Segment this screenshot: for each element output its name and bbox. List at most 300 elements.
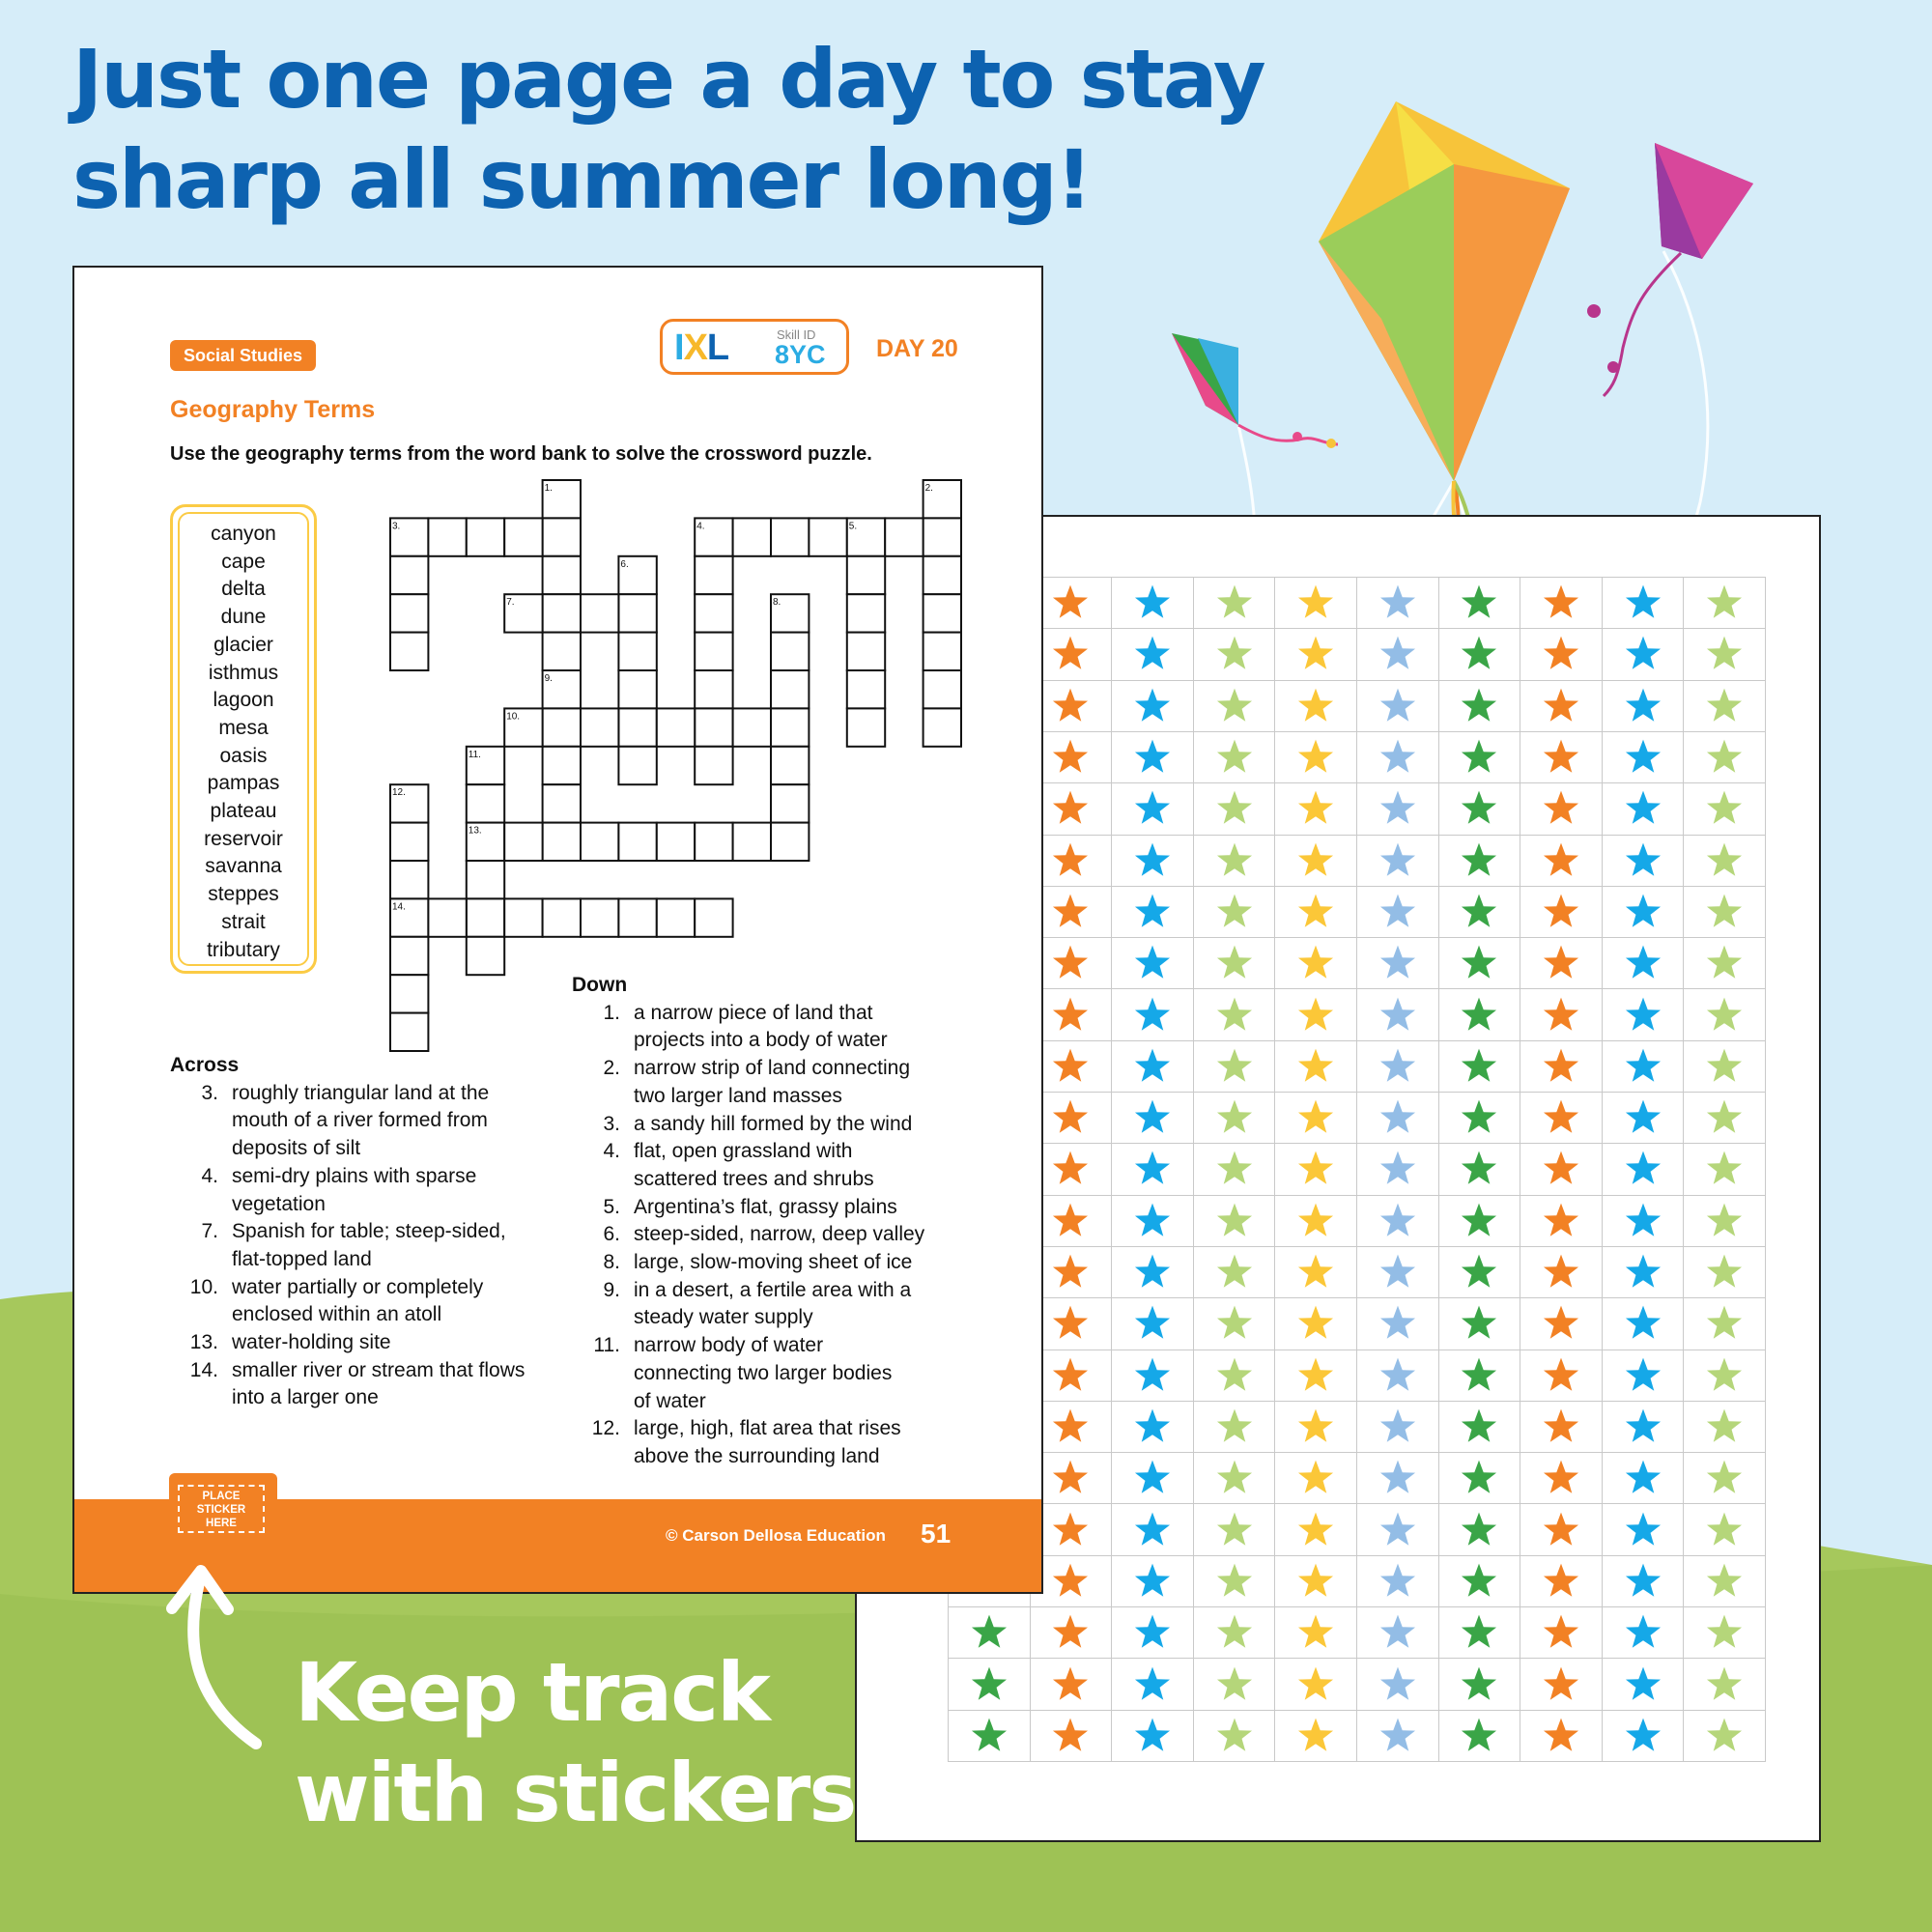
sticker-cell[interactable] bbox=[1357, 836, 1439, 887]
crossword-cell[interactable] bbox=[504, 823, 542, 861]
crossword-cell[interactable] bbox=[618, 747, 656, 784]
crossword-cell[interactable] bbox=[695, 556, 732, 594]
crossword-cell[interactable] bbox=[809, 518, 846, 555]
sticker-cell[interactable] bbox=[1520, 887, 1603, 938]
sticker-cell[interactable] bbox=[1357, 887, 1439, 938]
crossword-cell[interactable] bbox=[428, 898, 466, 936]
crossword-cell[interactable] bbox=[923, 556, 961, 594]
star-sticker-icon bbox=[1051, 1511, 1090, 1549]
sticker-cell[interactable] bbox=[1112, 1298, 1194, 1350]
sticker-cell[interactable] bbox=[1194, 1247, 1276, 1298]
crossword-cell[interactable] bbox=[885, 518, 923, 555]
sticker-cell[interactable] bbox=[1603, 1607, 1685, 1659]
sticker-cell[interactable] bbox=[1194, 783, 1276, 835]
clue-line: above the surrounding land bbox=[634, 1444, 880, 1467]
crossword-cell[interactable] bbox=[618, 633, 656, 670]
star-sticker-icon bbox=[1624, 1356, 1662, 1395]
sticker-cell[interactable] bbox=[1357, 1093, 1439, 1144]
sticker-cell[interactable] bbox=[1684, 1196, 1766, 1247]
crossword-cell[interactable] bbox=[847, 633, 885, 670]
crossword-cell[interactable] bbox=[467, 861, 504, 898]
star-sticker-icon bbox=[1460, 841, 1498, 880]
sticker-cell[interactable] bbox=[1684, 578, 1766, 629]
crossword-cell[interactable] bbox=[695, 708, 732, 746]
star-sticker-icon bbox=[1624, 1717, 1662, 1755]
sticker-cell[interactable] bbox=[1603, 1093, 1685, 1144]
sticker-cell[interactable] bbox=[1603, 1144, 1685, 1195]
sticker-cell[interactable] bbox=[1112, 732, 1194, 783]
sticker-cell[interactable] bbox=[1684, 1711, 1766, 1762]
sticker-cell[interactable] bbox=[1275, 1556, 1357, 1607]
sticker-cell[interactable] bbox=[1275, 1144, 1357, 1195]
sticker-cell[interactable] bbox=[1194, 1504, 1276, 1555]
sticker-cell[interactable] bbox=[1684, 1556, 1766, 1607]
crossword-cell[interactable] bbox=[467, 518, 504, 555]
sticker-cell[interactable] bbox=[1112, 1711, 1194, 1762]
star-sticker-icon bbox=[1460, 1202, 1498, 1240]
sticker-cell[interactable] bbox=[1520, 1402, 1603, 1453]
sticker-cell[interactable] bbox=[1031, 1711, 1113, 1762]
sticker-cell[interactable] bbox=[1520, 1298, 1603, 1350]
star-sticker-icon bbox=[1215, 996, 1254, 1035]
sticker-cell[interactable] bbox=[1684, 836, 1766, 887]
clue-line: Spanish for table; steep-sided, bbox=[232, 1220, 506, 1243]
sticker-cell[interactable] bbox=[1357, 578, 1439, 629]
star-sticker-icon bbox=[1215, 1047, 1254, 1086]
star-sticker-icon bbox=[1542, 1665, 1580, 1704]
sticker-cell[interactable] bbox=[1603, 1402, 1685, 1453]
sticker-cell[interactable] bbox=[1275, 732, 1357, 783]
sticker-cell[interactable] bbox=[1439, 887, 1521, 938]
crossword-cell[interactable] bbox=[923, 670, 961, 708]
sticker-cell[interactable] bbox=[1520, 1556, 1603, 1607]
star-sticker-icon bbox=[1051, 1098, 1090, 1137]
crossword-cell[interactable] bbox=[390, 633, 428, 670]
sticker-cell[interactable] bbox=[1275, 1607, 1357, 1659]
sticker-cell[interactable] bbox=[1112, 938, 1194, 989]
sticker-cell[interactable] bbox=[1112, 1607, 1194, 1659]
sticker-cell[interactable] bbox=[1112, 1041, 1194, 1093]
crossword-cell[interactable] bbox=[467, 784, 504, 822]
crossword-cell[interactable] bbox=[771, 823, 809, 861]
sticker-cell[interactable] bbox=[1357, 1196, 1439, 1247]
sticker-cell[interactable] bbox=[1603, 1350, 1685, 1402]
sticker-cell[interactable] bbox=[1275, 1196, 1357, 1247]
sticker-cell[interactable] bbox=[1684, 1453, 1766, 1504]
sticker-cell[interactable] bbox=[1275, 1093, 1357, 1144]
crossword-cell[interactable] bbox=[467, 937, 504, 975]
star-sticker-icon bbox=[1296, 944, 1335, 982]
sticker-cell[interactable] bbox=[1603, 1247, 1685, 1298]
clue-line: of water bbox=[634, 1389, 706, 1412]
sticker-placeholder[interactable]: PLACE STICKER HERE bbox=[178, 1485, 265, 1533]
sticker-cell[interactable] bbox=[1439, 629, 1521, 680]
crossword-cell[interactable] bbox=[467, 898, 504, 936]
sticker-cell[interactable] bbox=[1194, 1196, 1276, 1247]
crossword-cell[interactable] bbox=[543, 633, 581, 670]
sticker-cell[interactable] bbox=[1194, 938, 1276, 989]
sticker-cell[interactable] bbox=[1112, 1659, 1194, 1710]
star-sticker-icon bbox=[1705, 738, 1744, 777]
sticker-cell[interactable] bbox=[1275, 629, 1357, 680]
crossword-cell[interactable] bbox=[543, 747, 581, 784]
sticker-cell[interactable] bbox=[1520, 732, 1603, 783]
tagline-line-1: Keep track bbox=[295, 1645, 769, 1740]
star-sticker-icon bbox=[1542, 944, 1580, 982]
star-sticker-icon bbox=[1460, 1098, 1498, 1137]
sticker-cell[interactable] bbox=[1684, 732, 1766, 783]
crossword-cell[interactable] bbox=[581, 708, 618, 746]
sticker-cell[interactable] bbox=[1439, 1659, 1521, 1710]
sticker-cell[interactable] bbox=[1194, 1711, 1276, 1762]
star-sticker-icon bbox=[1133, 1613, 1172, 1652]
sticker-cell[interactable] bbox=[1439, 1144, 1521, 1195]
sticker-cell[interactable] bbox=[1357, 1659, 1439, 1710]
sticker-cell[interactable] bbox=[1684, 629, 1766, 680]
crossword-cell[interactable] bbox=[847, 594, 885, 632]
headline-line-2: sharp all summer long! bbox=[72, 132, 1092, 227]
sticker-cell[interactable] bbox=[1194, 989, 1276, 1040]
sticker-cell[interactable] bbox=[1194, 1350, 1276, 1402]
crossword-cell[interactable] bbox=[657, 823, 695, 861]
sticker-cell[interactable] bbox=[1520, 1453, 1603, 1504]
crossword-cell[interactable] bbox=[695, 670, 732, 708]
sticker-cell[interactable] bbox=[1275, 1298, 1357, 1350]
sticker-cell[interactable] bbox=[1603, 1453, 1685, 1504]
down-clue bbox=[572, 1249, 924, 1277]
sticker-cell[interactable] bbox=[949, 1607, 1031, 1659]
sticker-cell[interactable] bbox=[1684, 1041, 1766, 1093]
crossword-cell[interactable] bbox=[771, 708, 809, 746]
sticker-cell[interactable] bbox=[1603, 938, 1685, 989]
sticker-cell[interactable] bbox=[1357, 629, 1439, 680]
crossword-cell[interactable] bbox=[543, 518, 581, 555]
crossword-cell[interactable] bbox=[771, 747, 809, 784]
crossword-cell[interactable] bbox=[504, 518, 542, 555]
crossword-cell[interactable] bbox=[733, 708, 771, 746]
crossword-cell[interactable] bbox=[390, 823, 428, 861]
sticker-cell[interactable] bbox=[1112, 783, 1194, 835]
sticker-cell[interactable] bbox=[1194, 1659, 1276, 1710]
crossword-cell[interactable] bbox=[390, 1013, 428, 1051]
sticker-cell[interactable] bbox=[1603, 783, 1685, 835]
sticker-cell[interactable] bbox=[1112, 578, 1194, 629]
sticker-cell[interactable] bbox=[1684, 1350, 1766, 1402]
sticker-cell[interactable] bbox=[1439, 1196, 1521, 1247]
sticker-cell[interactable] bbox=[1520, 1144, 1603, 1195]
sticker-cell[interactable] bbox=[1031, 1607, 1113, 1659]
crossword-cell[interactable] bbox=[923, 518, 961, 555]
sticker-cell[interactable] bbox=[1520, 783, 1603, 835]
star-sticker-icon bbox=[1296, 1047, 1335, 1086]
crossword-cell[interactable] bbox=[390, 975, 428, 1012]
sticker-cell[interactable] bbox=[1520, 1093, 1603, 1144]
sticker-cell[interactable] bbox=[1684, 1144, 1766, 1195]
sticker-cell[interactable] bbox=[1275, 578, 1357, 629]
sticker-cell[interactable] bbox=[1684, 887, 1766, 938]
crossword-cell[interactable] bbox=[695, 594, 732, 632]
sticker-cell[interactable] bbox=[1275, 1350, 1357, 1402]
sticker-cell[interactable] bbox=[1275, 681, 1357, 732]
sticker-cell[interactable] bbox=[1439, 836, 1521, 887]
sticker-cell[interactable] bbox=[1439, 938, 1521, 989]
crossword-cell[interactable] bbox=[390, 556, 428, 594]
sticker-cell[interactable] bbox=[1112, 989, 1194, 1040]
sticker-cell[interactable] bbox=[1603, 1504, 1685, 1555]
crossword-cell[interactable] bbox=[847, 708, 885, 746]
crossword-cell[interactable] bbox=[618, 708, 656, 746]
crossword-cell[interactable] bbox=[543, 784, 581, 822]
sticker-cell[interactable] bbox=[1112, 1196, 1194, 1247]
star-sticker-icon bbox=[1296, 1562, 1335, 1601]
sticker-cell[interactable] bbox=[1194, 1453, 1276, 1504]
star-sticker-icon bbox=[1624, 1150, 1662, 1188]
crossword-cell[interactable] bbox=[733, 518, 771, 555]
sticker-cell[interactable] bbox=[1603, 1556, 1685, 1607]
sticker-cell[interactable] bbox=[1439, 1298, 1521, 1350]
sticker-cell[interactable] bbox=[1357, 1453, 1439, 1504]
clue-number: 7. bbox=[201, 1220, 218, 1243]
sticker-cell[interactable] bbox=[1194, 1041, 1276, 1093]
sticker-cell[interactable] bbox=[1603, 629, 1685, 680]
sticker-cell[interactable] bbox=[1357, 732, 1439, 783]
crossword-cell[interactable] bbox=[428, 518, 466, 555]
crossword-cell[interactable] bbox=[543, 898, 581, 936]
sticker-cell[interactable] bbox=[1357, 938, 1439, 989]
crossword-cell[interactable] bbox=[581, 823, 618, 861]
sticker-cell[interactable] bbox=[1520, 1659, 1603, 1710]
sticker-cell[interactable] bbox=[1194, 887, 1276, 938]
sticker-cell[interactable] bbox=[1275, 887, 1357, 938]
sticker-cell[interactable] bbox=[1112, 1247, 1194, 1298]
sticker-cell[interactable] bbox=[1357, 1402, 1439, 1453]
sticker-cell[interactable] bbox=[1194, 732, 1276, 783]
sticker-cell[interactable] bbox=[1603, 681, 1685, 732]
sticker-cell[interactable] bbox=[1357, 681, 1439, 732]
sticker-cell[interactable] bbox=[1520, 1350, 1603, 1402]
sticker-cell[interactable] bbox=[1684, 1659, 1766, 1710]
crossword-cell[interactable] bbox=[390, 937, 428, 975]
sticker-cell[interactable] bbox=[1439, 1504, 1521, 1555]
sticker-cell[interactable] bbox=[1520, 681, 1603, 732]
sticker-cell[interactable] bbox=[1194, 1607, 1276, 1659]
sticker-cell[interactable] bbox=[1112, 1350, 1194, 1402]
sticker-cell[interactable] bbox=[1520, 1247, 1603, 1298]
crossword-cell[interactable] bbox=[543, 708, 581, 746]
sticker-cell[interactable] bbox=[1357, 1711, 1439, 1762]
sticker-cell[interactable] bbox=[1603, 578, 1685, 629]
sticker-cell[interactable] bbox=[1439, 1453, 1521, 1504]
sticker-cell[interactable] bbox=[1520, 1041, 1603, 1093]
sticker-cell[interactable] bbox=[1684, 1093, 1766, 1144]
sticker-placeholder-tab bbox=[169, 1473, 277, 1543]
crossword-cell[interactable] bbox=[504, 898, 542, 936]
sticker-cell[interactable] bbox=[1357, 1607, 1439, 1659]
crossword-cell[interactable] bbox=[581, 898, 618, 936]
sticker-cell[interactable] bbox=[1439, 681, 1521, 732]
sticker-cell[interactable] bbox=[1439, 732, 1521, 783]
sticker-cell[interactable] bbox=[1684, 1402, 1766, 1453]
sticker-cell[interactable] bbox=[1031, 1659, 1113, 1710]
sticker-cell[interactable] bbox=[1194, 681, 1276, 732]
sticker-cell[interactable] bbox=[1275, 1453, 1357, 1504]
sticker-cell[interactable] bbox=[1684, 1504, 1766, 1555]
sticker-cell[interactable] bbox=[1603, 1196, 1685, 1247]
sticker-cell[interactable] bbox=[1112, 1402, 1194, 1453]
sticker-cell[interactable] bbox=[1112, 681, 1194, 732]
sticker-cell[interactable] bbox=[1603, 1041, 1685, 1093]
sticker-cell[interactable] bbox=[1520, 1711, 1603, 1762]
sticker-cell[interactable] bbox=[1684, 989, 1766, 1040]
sticker-cell[interactable] bbox=[1357, 783, 1439, 835]
sticker-cell[interactable] bbox=[1439, 1607, 1521, 1659]
crossword-cell[interactable] bbox=[581, 594, 618, 632]
star-sticker-icon bbox=[1133, 1304, 1172, 1343]
crossword-cell[interactable] bbox=[733, 823, 771, 861]
sticker-cell[interactable] bbox=[1520, 1607, 1603, 1659]
crossword-cell[interactable] bbox=[657, 708, 695, 746]
sticker-cell[interactable] bbox=[1439, 1711, 1521, 1762]
sticker-cell[interactable] bbox=[1194, 1298, 1276, 1350]
sticker-cell[interactable] bbox=[949, 1659, 1031, 1710]
sticker-cell[interactable] bbox=[1275, 1402, 1357, 1453]
sticker-cell[interactable] bbox=[1439, 783, 1521, 835]
sticker-cell[interactable] bbox=[1439, 1041, 1521, 1093]
sticker-cell[interactable] bbox=[1357, 1144, 1439, 1195]
sticker-cell[interactable] bbox=[1520, 938, 1603, 989]
sticker-cell[interactable] bbox=[1194, 578, 1276, 629]
crossword-cell[interactable] bbox=[771, 784, 809, 822]
crossword-cell[interactable] bbox=[543, 823, 581, 861]
sticker-cell[interactable] bbox=[1357, 1298, 1439, 1350]
sticker-cell[interactable] bbox=[1112, 1504, 1194, 1555]
sticker-cell[interactable] bbox=[1520, 989, 1603, 1040]
sticker-cell[interactable] bbox=[1439, 1402, 1521, 1453]
across-clue bbox=[170, 1163, 525, 1218]
sticker-cell[interactable] bbox=[1684, 783, 1766, 835]
sticker-cell[interactable] bbox=[1275, 989, 1357, 1040]
star-sticker-icon bbox=[1215, 893, 1254, 931]
crossword-cell[interactable] bbox=[618, 823, 656, 861]
crossword-cell[interactable] bbox=[695, 633, 732, 670]
crossword-cell[interactable] bbox=[771, 670, 809, 708]
sticker-cell[interactable] bbox=[1275, 1041, 1357, 1093]
sticker-cell[interactable] bbox=[1275, 783, 1357, 835]
sticker-cell[interactable] bbox=[1357, 1247, 1439, 1298]
sticker-cell[interactable] bbox=[1194, 1402, 1276, 1453]
sticker-cell[interactable] bbox=[1520, 1504, 1603, 1555]
sticker-cell[interactable] bbox=[1439, 1556, 1521, 1607]
sticker-cell[interactable] bbox=[1112, 1144, 1194, 1195]
sticker-cell[interactable] bbox=[1603, 1298, 1685, 1350]
sticker-cell[interactable] bbox=[1275, 1659, 1357, 1710]
crossword-cell[interactable] bbox=[847, 556, 885, 594]
sticker-cell[interactable] bbox=[1194, 629, 1276, 680]
crossword-cell[interactable] bbox=[618, 670, 656, 708]
sticker-cell[interactable] bbox=[1603, 836, 1685, 887]
sticker-cell[interactable] bbox=[1112, 836, 1194, 887]
sticker-cell[interactable] bbox=[1603, 989, 1685, 1040]
sticker-cell[interactable] bbox=[1439, 1093, 1521, 1144]
sticker-cell[interactable] bbox=[1112, 629, 1194, 680]
sticker-cell[interactable] bbox=[1275, 938, 1357, 989]
sticker-cell[interactable] bbox=[1357, 1350, 1439, 1402]
sticker-cell[interactable] bbox=[1439, 578, 1521, 629]
subject-badge: Social Studies bbox=[170, 340, 316, 371]
sticker-cell[interactable] bbox=[1439, 1247, 1521, 1298]
sticker-cell[interactable] bbox=[1112, 1453, 1194, 1504]
star-sticker-icon bbox=[1215, 789, 1254, 828]
sticker-cell[interactable] bbox=[1520, 578, 1603, 629]
sticker-cell[interactable] bbox=[1194, 1556, 1276, 1607]
sticker-cell[interactable] bbox=[1684, 1607, 1766, 1659]
crossword-cell[interactable] bbox=[390, 861, 428, 898]
sticker-cell[interactable] bbox=[1275, 836, 1357, 887]
sticker-cell[interactable] bbox=[1194, 836, 1276, 887]
sticker-cell[interactable] bbox=[1520, 836, 1603, 887]
crossword-number: 9. bbox=[544, 673, 553, 684]
sticker-cell[interactable] bbox=[1275, 1247, 1357, 1298]
sticker-cell[interactable] bbox=[1603, 1659, 1685, 1710]
sticker-cell[interactable] bbox=[1275, 1711, 1357, 1762]
star-sticker-icon bbox=[1133, 1150, 1172, 1188]
star-sticker-icon bbox=[1460, 1459, 1498, 1497]
star-sticker-icon bbox=[1215, 1098, 1254, 1137]
sticker-cell[interactable] bbox=[1357, 1504, 1439, 1555]
sticker-cell[interactable] bbox=[1357, 989, 1439, 1040]
crossword-cell[interactable] bbox=[695, 747, 732, 784]
crossword-cell[interactable] bbox=[618, 898, 656, 936]
curved-arrow-icon bbox=[155, 1555, 290, 1758]
sticker-cell[interactable] bbox=[1603, 732, 1685, 783]
sticker-cell[interactable] bbox=[1439, 1350, 1521, 1402]
sticker-cell[interactable] bbox=[1684, 938, 1766, 989]
crossword-cell[interactable] bbox=[771, 518, 809, 555]
crossword-cell[interactable] bbox=[543, 594, 581, 632]
sticker-cell[interactable] bbox=[1357, 1556, 1439, 1607]
sticker-cell[interactable] bbox=[1684, 1247, 1766, 1298]
crossword-cell[interactable] bbox=[695, 823, 732, 861]
crossword-cell[interactable] bbox=[847, 670, 885, 708]
sticker-cell[interactable] bbox=[1357, 1041, 1439, 1093]
sticker-cell[interactable] bbox=[1275, 1504, 1357, 1555]
down-clue bbox=[572, 1138, 924, 1193]
crossword-cell[interactable] bbox=[771, 633, 809, 670]
crossword-cell[interactable] bbox=[618, 594, 656, 632]
crossword-cell[interactable] bbox=[923, 594, 961, 632]
crossword-cell[interactable] bbox=[390, 594, 428, 632]
sticker-cell[interactable] bbox=[1112, 887, 1194, 938]
sticker-cell[interactable] bbox=[1684, 1298, 1766, 1350]
sticker-cell[interactable] bbox=[1194, 1093, 1276, 1144]
sticker-cell[interactable] bbox=[1520, 629, 1603, 680]
crossword-cell[interactable] bbox=[543, 556, 581, 594]
sticker-cell[interactable] bbox=[1112, 1093, 1194, 1144]
sticker-cell[interactable] bbox=[1603, 887, 1685, 938]
crossword-cell[interactable] bbox=[923, 708, 961, 746]
crossword-cell[interactable] bbox=[695, 898, 732, 936]
sticker-cell[interactable] bbox=[1439, 989, 1521, 1040]
sticker-cell[interactable] bbox=[1684, 681, 1766, 732]
crossword-cell[interactable] bbox=[657, 898, 695, 936]
crossword-cell[interactable] bbox=[923, 633, 961, 670]
sticker-cell[interactable] bbox=[1112, 1556, 1194, 1607]
sticker-cell[interactable] bbox=[1603, 1711, 1685, 1762]
sticker-cell[interactable] bbox=[949, 1711, 1031, 1762]
star-sticker-icon bbox=[1460, 1613, 1498, 1652]
sticker-cell[interactable] bbox=[1194, 1144, 1276, 1195]
sticker-cell[interactable] bbox=[1520, 1196, 1603, 1247]
